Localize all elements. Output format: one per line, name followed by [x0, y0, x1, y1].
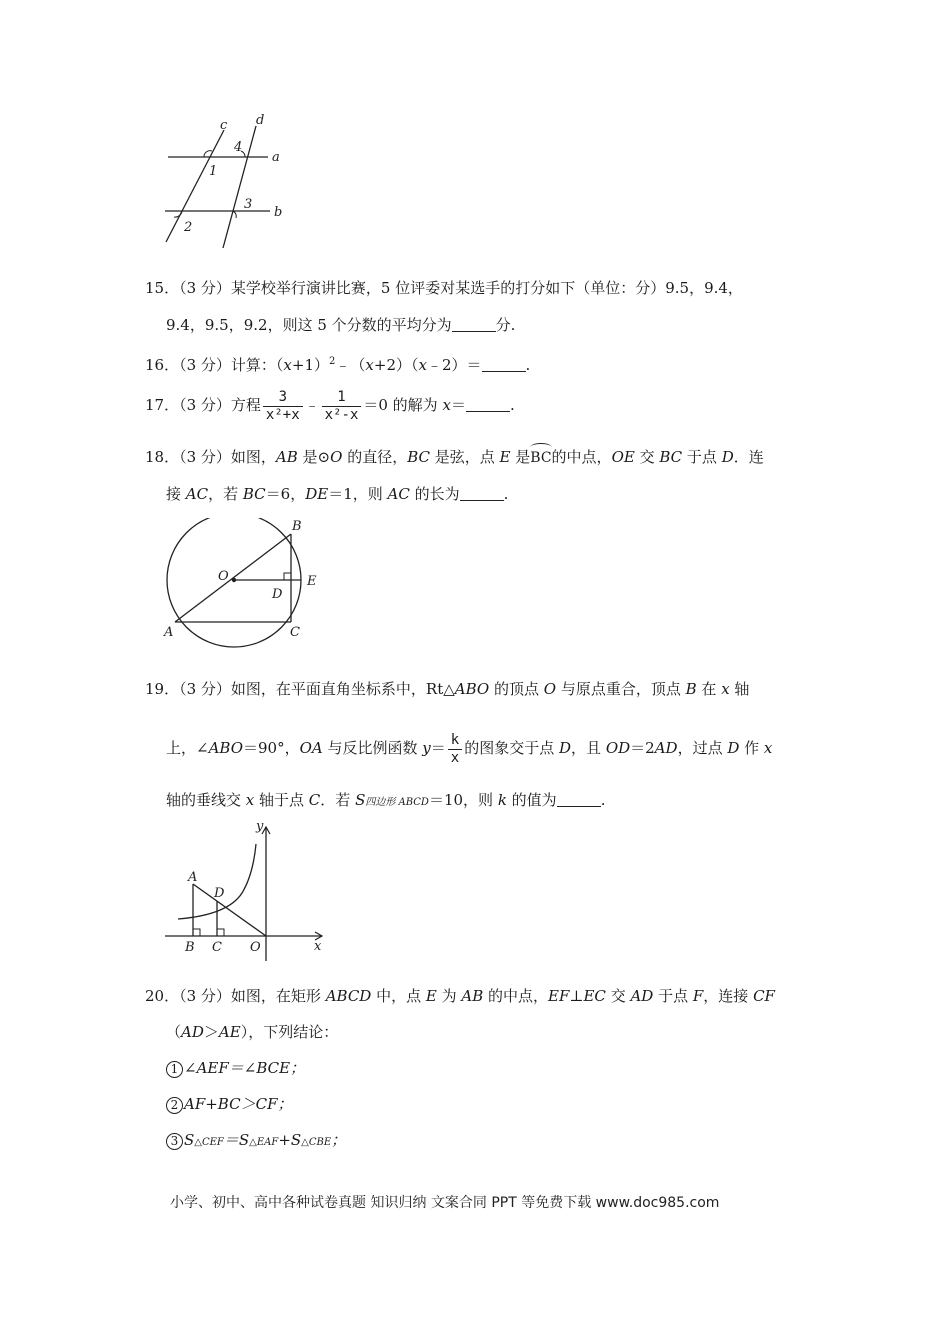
var-k: k [497, 791, 507, 809]
var-AD: AD [654, 739, 678, 757]
subscript: △CEF [194, 1137, 224, 1148]
var-D: D [721, 448, 734, 466]
text: 的顶点 [489, 680, 544, 698]
conclusion-1 [166, 1058, 305, 1078]
circled-number-1: 1 [166, 1061, 183, 1078]
text: 的长为 [409, 485, 460, 503]
text: 的中点， [483, 987, 549, 1005]
circle-O [167, 518, 301, 647]
var-OD: OD [605, 739, 631, 757]
text: 轴于点 [254, 791, 309, 809]
period: . [503, 485, 509, 503]
label-b: b [274, 205, 283, 220]
text: 于点 [682, 448, 722, 466]
var-x: x [245, 791, 255, 809]
label-a: a [272, 150, 280, 165]
text: 作 [739, 739, 764, 757]
question-17-number: 17． [145, 396, 180, 414]
text: 的中点， [551, 448, 612, 466]
circled-number-2: 2 [166, 1097, 183, 1114]
subscript: △EAF [249, 1137, 279, 1148]
question-15-number: 15． [145, 279, 180, 297]
conclusion-1-text: ∠AEF＝∠BCE； [184, 1059, 306, 1077]
answer-blank[interactable] [460, 486, 504, 501]
var-BC: BC [659, 448, 683, 466]
line-c [166, 130, 224, 242]
label-B: B [292, 519, 302, 534]
var-x: x [283, 356, 292, 374]
text: ＞ [203, 1023, 219, 1041]
question-18-line-2 [166, 484, 508, 504]
angle-2-label: 2 [184, 220, 193, 235]
conclusion-3 [166, 1130, 346, 1153]
var-x: x [442, 396, 451, 414]
var-AC: AC [185, 485, 209, 503]
text: ＝S [223, 1131, 250, 1149]
var-x: x [763, 739, 773, 757]
question-16-number: 16． [145, 356, 180, 374]
var-ABO: ABO [454, 680, 490, 698]
text: 是 [510, 448, 531, 466]
label-D: D [272, 587, 283, 602]
label-A: A [188, 870, 198, 885]
text: ，若 [208, 485, 243, 503]
fraction-1 [263, 389, 303, 424]
question-19-number: 19． [145, 680, 180, 698]
var-E: E [425, 987, 437, 1005]
label-c: c [220, 118, 228, 133]
text: ，过点 [677, 739, 728, 757]
label-y: y [256, 819, 264, 834]
var-x: x [721, 680, 730, 698]
label-E: E [307, 574, 317, 589]
arc-BC: BC [530, 446, 551, 468]
text: ，且 [571, 739, 606, 757]
question-19-score: （3 分） [179, 680, 231, 698]
text: ； [331, 1131, 347, 1149]
question-18-number: 18． [145, 448, 180, 466]
fraction-2-denominator: x²-x [324, 406, 359, 423]
text: 交 [605, 987, 631, 1005]
fraction-1-numerator: 3 [263, 389, 303, 407]
q17-lead: 方程 [230, 396, 261, 414]
var-B: B [685, 680, 697, 698]
var-EF: EF [548, 987, 570, 1005]
var-D: D [727, 739, 740, 757]
var-BC: BC [407, 448, 430, 466]
answer-blank[interactable] [482, 357, 526, 372]
var-OE: OE [611, 448, 635, 466]
q16-mid: ﹣（ [335, 356, 366, 374]
label-x: x [314, 939, 322, 954]
equals: ＝ [430, 739, 446, 757]
fraction-2-numerator: 1 [322, 389, 362, 407]
text: +S [278, 1131, 302, 1149]
question-15-line-1 [145, 278, 743, 298]
answer-blank[interactable] [557, 792, 601, 807]
var-C: C [308, 791, 321, 809]
var-AB: AB [275, 448, 298, 466]
figure-coordinate-plane [160, 815, 340, 965]
angle-1-label: 1 [209, 164, 218, 179]
fraction-denominator: x [450, 749, 460, 766]
text: ，连接 [703, 987, 754, 1005]
text: 在 [696, 680, 722, 698]
text: 轴 [729, 680, 750, 698]
var-O: O [330, 448, 343, 466]
label-A: A [164, 625, 174, 640]
text: 是⊙ [297, 448, 331, 466]
angle-3-label: 3 [244, 197, 253, 212]
var-x: x [365, 356, 374, 374]
label-C: C [212, 940, 222, 955]
question-15-score: （3 分） [179, 279, 231, 297]
question-17-score: （3 分） [179, 396, 231, 414]
subscript: △CBE [301, 1137, 332, 1148]
q16-p1: +1） [291, 356, 330, 374]
q16-text: 计算：（ [230, 356, 284, 374]
answer-blank[interactable] [466, 397, 510, 412]
question-19-line-1 [145, 679, 749, 699]
var-DE: DE [305, 485, 329, 503]
text: 接 [166, 485, 186, 503]
figure-circle [160, 518, 330, 648]
var-y: y [422, 739, 431, 757]
subscript-quadrilateral: 四边形 ABCD [365, 797, 429, 808]
period: . [600, 791, 606, 809]
q16-p2: +2）（ [373, 356, 419, 374]
var-AB: AB [461, 987, 484, 1005]
var-F: F [692, 987, 704, 1005]
fraction-numerator: k [448, 732, 462, 750]
minus-sign: ﹣ [304, 396, 320, 414]
text: ＝6， [265, 485, 306, 503]
text: 于点 [653, 987, 693, 1005]
text: 为 [436, 987, 462, 1005]
var-OA: OA [299, 739, 323, 757]
text: ＝2 [630, 739, 655, 757]
label-B: B [185, 940, 195, 955]
answer-blank[interactable] [452, 317, 496, 332]
figure-parallel-lines [160, 110, 300, 250]
text: 与原点重合，顶点 [556, 680, 686, 698]
text: ＝10，则 [428, 791, 498, 809]
question-19-line-3 [166, 790, 605, 813]
page-footer: 小学、初中、高中各种试卷真题 知识归纳 文案合同 PPT 等免费下载 www.doc985.com [170, 1195, 720, 1211]
question-15-text-2: 9.4，9.5，9.2，则这 5 个分数的平均分为 [166, 316, 452, 334]
question-20-number: 20． [145, 987, 180, 1005]
circled-number-3: 3 [166, 1133, 183, 1150]
q16-p3: ﹣2）＝ [426, 356, 482, 374]
text: 中，点 [371, 987, 426, 1005]
label-D: D [214, 886, 225, 901]
text: ．连 [733, 448, 764, 466]
text: （ [166, 1023, 182, 1041]
fraction-k-over-x [448, 732, 462, 767]
text: 交 [634, 448, 660, 466]
var-AC: AC [387, 485, 410, 503]
text: ＝90°， [243, 739, 300, 757]
text: S [184, 1131, 195, 1149]
conclusion-2 [166, 1094, 292, 1114]
conclusion-2-text: AF+BC＞CF； [184, 1095, 293, 1113]
var-CF: CF [753, 987, 775, 1005]
var-x: x [418, 356, 427, 374]
question-18-line-1 [145, 446, 764, 468]
question-17 [145, 385, 515, 425]
var-ABO: ABO [208, 739, 244, 757]
question-19-line-2 [166, 728, 772, 768]
text: 上，∠ [166, 739, 209, 757]
label-O: O [250, 940, 261, 955]
question-16-score: （3 分） [179, 356, 231, 374]
label-d: d [256, 113, 265, 128]
var-O: O [543, 680, 557, 698]
text: 是弦，点 [430, 448, 500, 466]
text: 如图，在矩形 [230, 987, 326, 1005]
var-ABCD: ABCD [325, 987, 372, 1005]
fraction-2 [322, 389, 362, 424]
label-O: O [218, 569, 229, 584]
text: ），下列结论： [240, 1023, 339, 1041]
equals: ＝ [450, 396, 466, 414]
segment-AO [193, 884, 266, 936]
q16-superscript: 2 [329, 356, 336, 367]
question-15-line-2 [166, 315, 515, 335]
var-AD: AD [630, 987, 654, 1005]
var-EC: EC [583, 987, 606, 1005]
text: 的直径， [342, 448, 408, 466]
text: 如图， [230, 448, 276, 466]
question-18-score: （3 分） [179, 448, 231, 466]
question-16 [145, 352, 530, 375]
var-BC: BC [242, 485, 266, 503]
var-S: S [355, 791, 366, 809]
diameter-AB [175, 534, 291, 622]
label-C: C [290, 625, 300, 640]
text: 的图象交于点 [464, 739, 560, 757]
var-AD: AD [181, 1023, 204, 1041]
period: . [525, 356, 531, 374]
text: ⊥ [569, 987, 584, 1005]
var-E: E [499, 448, 511, 466]
text: 与反比例函数 [322, 739, 423, 757]
text: 轴的垂线交 [166, 791, 246, 809]
angle-4-label: 4 [234, 140, 243, 155]
text: ＝1，则 [328, 485, 388, 503]
var-D: D [559, 739, 572, 757]
text: 如图，在平面直角坐标系中，Rt△ [230, 680, 455, 698]
text: 的值为 [506, 791, 557, 809]
question-15-text-1: 某学校举行演讲比赛，5 位评委对某选手的打分如下（单位：分）9.5，9.4， [230, 279, 743, 297]
q17-tail: ＝0 的解为 [363, 396, 443, 414]
question-20-score: （3 分） [179, 987, 231, 1005]
period: . [509, 396, 515, 414]
var-AE: AE [218, 1023, 241, 1041]
fraction-1-denominator: x²+x [265, 406, 300, 423]
question-15-text-3: 分. [495, 316, 516, 334]
question-20-line-2 [166, 1022, 338, 1042]
text: ．若 [320, 791, 356, 809]
question-20-line-1 [145, 986, 775, 1006]
